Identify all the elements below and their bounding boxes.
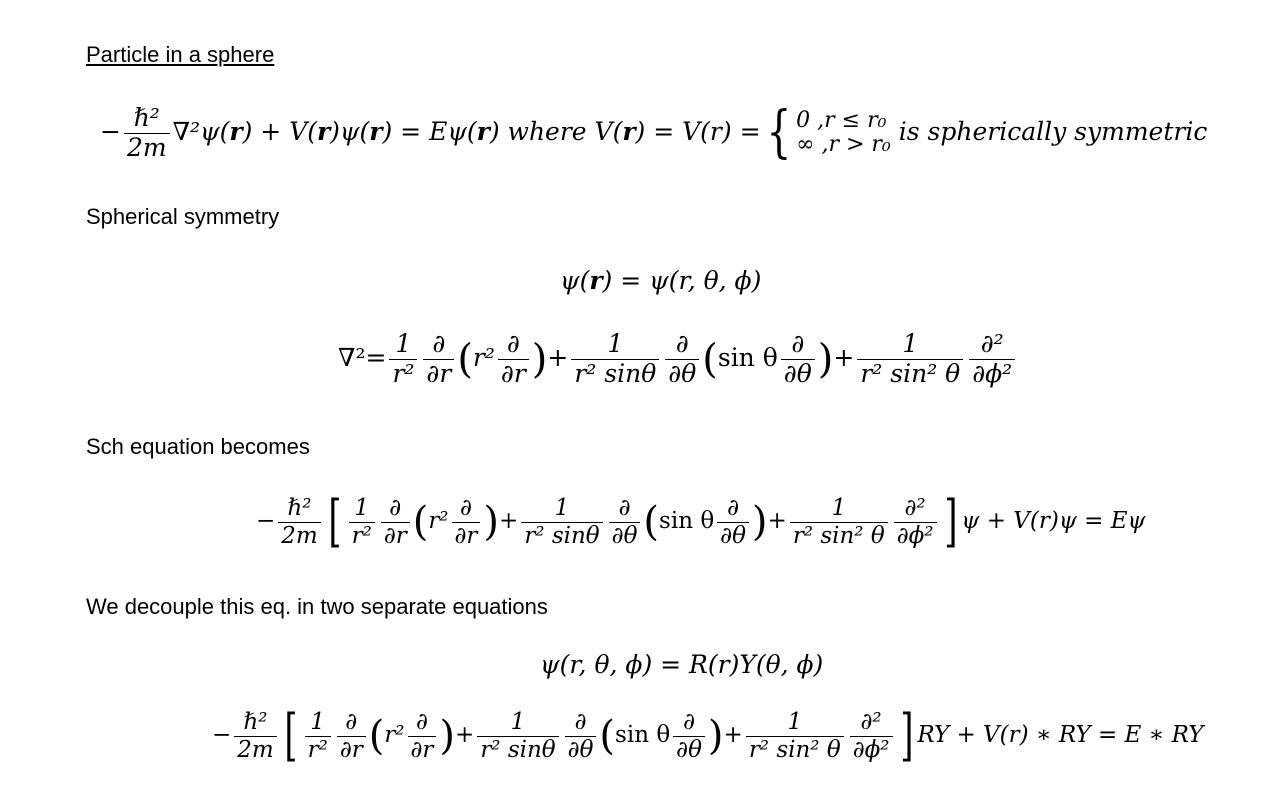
document-title: Particle in a sphere	[86, 42, 275, 67]
decouple-heading: We decouple this eq. in two separate equations	[86, 594, 548, 619]
bracket: ]	[943, 489, 957, 554]
parenthesis: (	[457, 336, 473, 383]
fraction: $\frac{\partial}{\partial\theta}$	[665, 330, 699, 389]
sch-equation-heading: Sch equation becomes	[86, 434, 310, 459]
parenthesis: (	[368, 713, 385, 759]
schrodinger-spherical: − $\frac{\text{ℏ²}}{2m}$ [ $\frac{1}{\text{r²}}$ $\frac{\partial}{\partial r}$ (r² $\frac{\partial}{\partial r}$ )+ $\frac{1}{\text{r² sinθ}}$ $\frac{\partial}{\partial\theta}$ (sin θ $\frac{\partial}{\partial\theta}$ )+ $\frac{1}{\text{r² sin² θ}}$ $\frac{\text{∂²}}{\text{∂ϕ²}}$ ] ψ + V(r)ψ = Eψ	[256, 489, 1146, 554]
fraction: $\frac{1}{\text{r² sinθ}}$	[521, 495, 602, 549]
fraction: $\frac{\text{∂²}}{\text{∂ϕ²}}$	[850, 709, 893, 763]
bracket: ]	[899, 703, 913, 768]
fraction: $\frac{\text{ℏ²}}{2m}$	[278, 495, 320, 549]
fraction: $\frac{1}{\text{r²}}$	[349, 495, 375, 549]
fraction: $\frac{1}{\text{r²}}$	[305, 709, 331, 763]
bracket: [	[284, 703, 298, 768]
fraction: $\frac{\partial}{\partial\theta}$	[717, 495, 749, 549]
fraction: $\frac{\partial}{\partial r}$	[337, 709, 366, 763]
schrodinger-equation: − $\frac{\text{ℏ²}}{2m}$ ∇²ψ(r) + V(r)ψ(r) = Eψ(r) where V(r) = V(r) = { 0 ,r ≤ r₀ ∞ ,r > r₀ is spherically symmetric	[100, 100, 1208, 166]
fraction: $\frac{\partial}{\partial r}$	[452, 495, 481, 549]
parenthesis: (	[412, 499, 429, 545]
fraction: $\frac{1}{\text{r² sinθ}}$	[571, 330, 659, 389]
parenthesis: (	[643, 499, 660, 545]
wavefunction-coordinates: ψ(r) = ψ(r, θ, ϕ)	[560, 266, 762, 295]
fraction: $\frac{\partial}{\partial r}$	[408, 709, 437, 763]
fraction: $\frac{\partial}{\partial\theta}$	[565, 709, 597, 763]
fraction: $\frac{\partial}{\partial\theta}$	[673, 709, 705, 763]
potential-cases: { 0 ,r ≤ r₀ ∞ ,r > r₀	[765, 100, 891, 166]
separated-equation: − $\frac{\text{ℏ²}}{2m}$ [ $\frac{1}{\text{r²}}$ $\frac{\partial}{\partial r}$ (r² $\frac{\partial}{\partial r}$ )+ $\frac{1}{\text{r² sinθ}}$ $\frac{\partial}{\partial\theta}$ (sin θ $\frac{\partial}{\partial\theta}$ )+ $\frac{1}{\text{r² sin² θ}}$ $\frac{\text{∂²}}{\text{∂ϕ²}}$ ] RY + V(r) ∗ RY = E ∗ RY	[212, 703, 1204, 768]
parenthesis: )	[531, 336, 548, 383]
symmetry-note: is spherically symmetric	[898, 116, 1208, 146]
fraction: $\frac{\partial}{\partial r}$	[423, 330, 454, 389]
laplacian-spherical: ∇²= $\frac{1}{\text{r²}}$ $\frac{\partial}{\partial r}$ (r² $\frac{\partial}{\partial r}$ )+ $\frac{1}{\text{r² sinθ}}$ $\frac{\partial}{\partial\theta}$ (sin θ $\frac{\partial}{\partial\theta}$ )+ $\frac{1}{\text{r² sin² θ}}$ $\frac{\text{∂²}}{\text{∂ϕ²}}$	[338, 330, 1018, 389]
parenthesis: )	[439, 713, 456, 759]
fraction: $\frac{\partial}{\partial r}$	[498, 330, 529, 389]
fraction: $\frac{\partial}{\partial\theta}$	[609, 495, 641, 549]
separation-of-variables: ψ(r, θ, ϕ) = R(r)Y(θ, ϕ)	[540, 650, 824, 679]
fraction: $\frac{1}{\text{r² sin² θ}}$	[857, 330, 963, 389]
parenthesis: (	[599, 713, 616, 759]
fraction: $\frac{\text{∂²}}{\text{∂ϕ²}}$	[969, 330, 1015, 389]
parenthesis: )	[483, 499, 500, 545]
fraction: $\frac{1}{\text{r² sin² θ}}$	[746, 709, 844, 763]
fraction: $\frac{1}{\text{r² sin² θ}}$	[790, 495, 888, 549]
bracket: [	[328, 489, 342, 554]
case-inside: 0 ,r ≤ r₀	[796, 108, 887, 134]
minus-sign: −	[100, 116, 121, 146]
hbar-over-2m: $\frac{\text{ℏ²}}{2m}$	[124, 104, 170, 163]
spherical-symmetry-heading: Spherical symmetry	[86, 204, 280, 229]
parenthesis: )	[707, 713, 724, 759]
case-outside: ∞ ,r > r₀	[796, 132, 891, 158]
fraction: $\frac{\partial}{\partial\theta}$	[781, 330, 815, 389]
parenthesis: )	[817, 336, 834, 383]
fraction: $\frac{1}{\text{r² sinθ}}$	[477, 709, 558, 763]
parenthesis: )	[751, 499, 768, 545]
fraction: $\frac{\partial}{\partial r}$	[381, 495, 410, 549]
parenthesis: (	[702, 336, 718, 383]
fraction: $\frac{\text{ℏ²}}{2m}$	[234, 709, 276, 763]
fraction: $\frac{\text{∂²}}{\text{∂ϕ²}}$	[894, 495, 937, 549]
fraction: $\frac{1}{\text{r²}}$	[389, 330, 417, 389]
